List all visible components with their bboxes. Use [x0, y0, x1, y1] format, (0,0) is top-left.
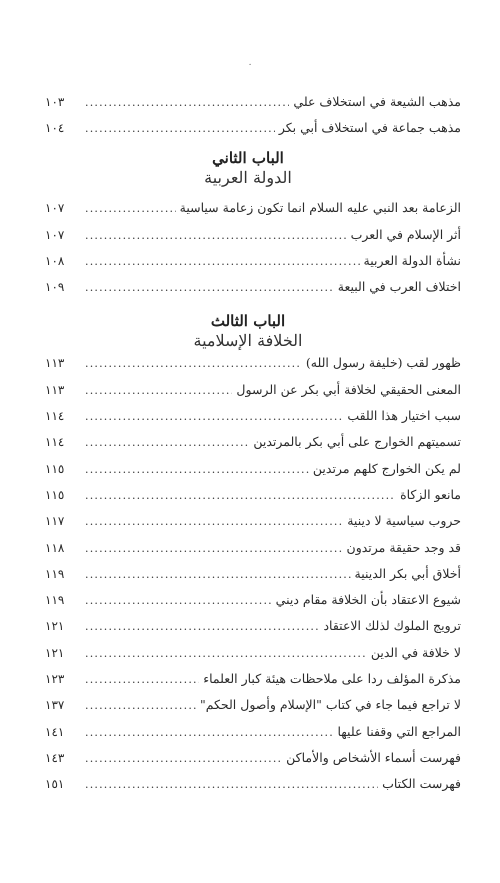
toc-entry-page: ١١٥	[45, 487, 65, 502]
dot-leader	[85, 202, 176, 215]
part-title: الباب الثالث	[210, 312, 286, 331]
toc-entry-page: ١٠٧	[45, 201, 65, 216]
toc-entry-title: مذهب الشيعة في استخلاف علي	[293, 94, 461, 109]
toc-entry	[45, 487, 461, 513]
dot-leader	[85, 122, 275, 135]
dot-leader	[85, 255, 360, 268]
toc-entry-page: ١٠٣	[45, 95, 65, 109]
toc-entry-title: الزعامة بعد النبي عليه السلام انما تكون زعامة سياسية	[179, 200, 461, 216]
toc-entry-page: ١١٩	[45, 593, 65, 608]
part-heading	[45, 311, 461, 355]
dot-leader	[85, 410, 343, 423]
toc-entry-title: أثر الإسلام في العرب	[350, 226, 461, 242]
dot-leader	[85, 594, 272, 607]
dot-leader	[85, 357, 302, 370]
toc-entry-title: شيوع الاعتقاد بأن الخلافة مقام ديني	[275, 592, 461, 608]
dot-leader	[85, 281, 334, 294]
part-title: الباب الثاني	[212, 149, 284, 168]
toc-entry	[45, 355, 461, 381]
toc-entry-title: سبب اختيار هذا اللقب	[347, 408, 461, 424]
toc-entry-title: لم يكن الخوارج كلهم مرتدين	[312, 460, 461, 476]
part-subtitle: الدولة العربية	[204, 168, 292, 188]
toc-entry	[45, 94, 461, 120]
dot-leader	[85, 436, 249, 449]
toc-entry-page: ١٠٧	[45, 227, 65, 242]
toc-entry	[45, 382, 461, 408]
toc-entry	[45, 540, 461, 566]
dot-leader	[85, 515, 343, 528]
toc-entry-title: مذكرة المؤلف ردا على ملاحظات هيئة كبار العلماء	[203, 671, 461, 687]
toc-entry-title: ظهور لقب (خليفة رسول الله)	[305, 355, 461, 371]
toc-entry-page: ١٤٣	[45, 750, 65, 765]
toc-entry-page: ١٢١	[45, 645, 65, 660]
toc-entry-title: اختلاف العرب في البيعة	[337, 279, 461, 295]
toc-entry-page: ١٠٩	[45, 280, 65, 295]
dot-leader	[85, 699, 196, 712]
toc-entry-title: قد وجد حقيقة مرتدون	[346, 539, 461, 555]
toc-entry	[45, 776, 461, 802]
toc-entry-title: لا تراجع فيما جاء في كتاب "الإسلام وأصول الحكم"	[199, 697, 461, 713]
part-heading	[45, 148, 461, 200]
toc-entry	[45, 227, 461, 253]
toc-entry-title: ترويج الملوك لذلك الاعتقاد	[323, 618, 461, 634]
dot-leader	[85, 726, 333, 739]
toc-entry-page: ١١٨	[45, 540, 65, 555]
toc-entry	[45, 253, 461, 279]
toc-section-islamic-caliphate	[45, 355, 461, 802]
toc-entry-title: حروب سياسية لا دينية	[347, 513, 461, 529]
toc-entry-page: ١٣٧	[45, 698, 65, 713]
toc-entry-page: ١١٤	[45, 409, 65, 424]
dot-leader	[85, 620, 319, 633]
toc-entry-title: فهرست الكتاب	[382, 776, 461, 792]
toc-entry-page: ١٢٣	[45, 672, 65, 687]
dot-leader	[85, 96, 289, 109]
toc-entry	[45, 671, 461, 697]
toc-entry-title: فهرست أسماء الأشخاص والأماكن	[286, 749, 461, 765]
toc-entry-title: مذهب جماعة في استخلاف أبي بكر	[278, 120, 461, 135]
toc-entry	[45, 592, 461, 618]
dot-leader	[85, 752, 282, 765]
toc-entry-page: ١١٥	[45, 461, 65, 476]
toc-entry	[45, 434, 461, 460]
toc-entry	[45, 461, 461, 487]
toc-entry-title: نشأة الدولة العربية	[363, 252, 461, 268]
toc-entry	[45, 697, 461, 723]
toc-section-arab-state	[45, 200, 461, 305]
toc-entry-title: المعنى الحقيقي لخلافة أبي بكر عن الرسول	[236, 381, 461, 397]
dot-leader	[85, 229, 347, 242]
toc-entry-title: لا خلافة في الدين	[370, 644, 461, 660]
toc-entry	[45, 750, 461, 776]
toc-entry	[45, 645, 461, 671]
toc-entry-page: ١٠٨	[45, 253, 65, 268]
toc-entry	[45, 200, 461, 226]
toc-entry-title: المراجع التي وقفنا عليها	[337, 723, 461, 739]
table-of-contents	[45, 94, 461, 803]
toc-entry	[45, 618, 461, 644]
toc-entry-page: ١١٣	[45, 382, 65, 397]
dot-leader	[85, 489, 396, 502]
toc-entry-title: مانعو الزكاة	[400, 486, 461, 502]
dot-leader	[85, 673, 199, 686]
dot-leader	[85, 542, 343, 555]
dot-leader	[85, 384, 232, 397]
toc-entry-page: ١٤١	[45, 724, 65, 739]
toc-entry-page: ١٥١	[45, 777, 65, 792]
toc-entry	[45, 279, 461, 305]
dot-leader	[85, 568, 351, 581]
toc-entry	[45, 408, 461, 434]
toc-entry	[45, 566, 461, 592]
toc-entry-title: أخلاق أبي بكر الدينية	[354, 565, 461, 581]
toc-entry-page: ١١٧	[45, 514, 65, 529]
toc-entry	[45, 120, 461, 146]
toc-entry-page: ١٠٤	[45, 121, 65, 135]
toc-entry	[45, 513, 461, 539]
toc-entry-title: تسميتهم الخوارج على أبي بكر بالمرتدين	[253, 434, 461, 450]
part-subtitle: الخلافة الإسلامية	[193, 331, 303, 351]
toc-entry	[45, 724, 461, 750]
dot-leader	[85, 778, 378, 791]
toc-section-continued	[45, 94, 461, 146]
toc-entry-page: ١١٩	[45, 566, 65, 581]
toc-entry-page: ١٢١	[45, 619, 65, 634]
dot-leader	[85, 463, 309, 476]
top-mark: .	[248, 58, 252, 68]
toc-entry-page: ١١٤	[45, 435, 65, 450]
dot-leader	[85, 647, 367, 660]
toc-entry-page: ١١٣	[45, 356, 65, 371]
